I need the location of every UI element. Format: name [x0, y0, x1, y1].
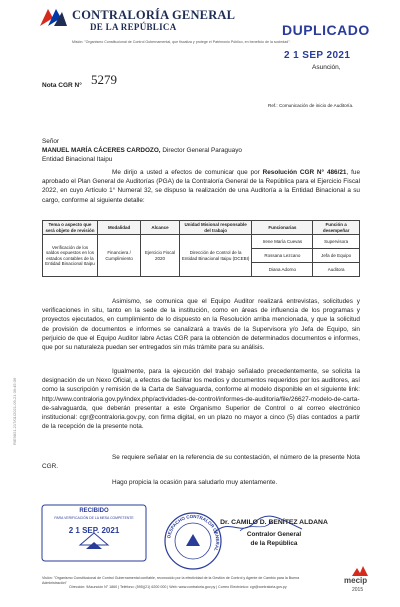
paragraph-4: Se requiere señalar en la referencia de su contestación, el número de la presente Nota CGR.: [42, 454, 360, 471]
table-cell-topic: Verificación de los saldos expuestos en los estados contables de la Entidad Binacional Itaipu: [43, 235, 98, 277]
table-cell-staff: Diana Adorno: [252, 263, 313, 277]
recipient-title: Director General Paraguayo: [160, 147, 242, 154]
received-stamp: [40, 503, 148, 563]
table-cell-role: Supervisora: [313, 235, 360, 249]
received-stamp-subtitle: PARA VERIFICACIÓN DE LA MESA COMPETENTE: [54, 516, 134, 520]
stamp-date: 2 1 SEP 2021: [284, 50, 351, 61]
table-cell-role: Auditora: [313, 263, 360, 277]
footer-contact: Dirección: 9Asunción N° 1860 | Teléfono: (595)(21) 6200 000 | Web: www.contraloria.gov.py | Correo Electrónico: cgr@contraloria.gov.py: [69, 585, 287, 590]
p1-text-c: , fue aprobado el Plan General de Auditorías (PGA) de la Contraloría General de la República para el Ejercicio Fiscal 2022, en cuyo Artículo 1° Numeral 32, se dispuso la realización de una Auditoría a la Entidad Binacional a su cargo, conforme al siguiente detalle:: [42, 169, 360, 204]
resolution-ref: Resolución CGR N° 486/21: [262, 169, 347, 176]
side-registry-text: R/E9821.217/01/2021-09-21 09:45:36: [12, 377, 17, 445]
org-name-line2: DE LA REPÚBLICA: [90, 22, 177, 32]
table-cell-staff: Rossana Lezcano: [252, 249, 313, 263]
table-cell-scope: Ejercicio Fiscal 2020: [141, 235, 180, 277]
footer-vision: Visión: "Organismo Constitucional de Control Gubernamental confiable, reconocido por la efectividad de la Gestión de Control y Agente de Cambio para la Buena Administración": [42, 576, 300, 585]
table-cell-role: Jefa de Equipo: [313, 249, 360, 263]
table-header-row: [43, 221, 360, 235]
cgr-logo-icon: [38, 6, 68, 32]
note-number: 5279: [91, 72, 117, 87]
paragraph-1: [42, 168, 360, 205]
table-header: Tema o aspecto que será objeto de revisión: [43, 221, 98, 235]
salutation: Señor: [42, 138, 60, 145]
p1-text-a: Me dirijo a usted a efectos de comunicar que por: [112, 169, 263, 176]
table-cell-modality: Financiera / Cumplimiento: [97, 235, 140, 277]
mecip-logo-icon: [352, 566, 368, 576]
signer-title-2: de la República: [250, 540, 298, 547]
reference-line: Ref.: Comunicación de inicio de Auditoría.: [268, 103, 354, 108]
table-header: Unidad Misional responsable del trabajo: [179, 221, 252, 235]
received-stamp-title: RECIBIDO: [79, 508, 109, 514]
table-header: Alcance: [141, 221, 180, 235]
note-label: Nota CGR N°: [42, 82, 82, 89]
recipient-line: [42, 146, 242, 155]
table-header: Funcionarias: [252, 221, 313, 235]
mecip-year: 2015: [352, 587, 364, 593]
signer-title-1: Contralor General: [246, 531, 302, 538]
round-stamp-text: DESPACHO CONTRALOR GENERAL: [166, 513, 221, 552]
mission-statement: Misión: "Organismo Constitucional de Control Gubernamental, que fiscaliza y protege el Patrimonio Público, en beneficio de la sociedad".: [72, 40, 291, 44]
table-cell-staff: Irene María Cuevas: [252, 235, 313, 249]
audit-detail-table: [42, 220, 360, 277]
paragraph-3: Igualmente, para la ejecución del trabajo señalado precedentemente, se solicita la designación de un Nexo Oficial, a efectos de facilitar los medios y documentos requeridos por los auditores, así como la suscripción y remisión de la Carta de Salvaguarda, conforme al modelo disponible en el siguiente link: http://www.contraloria.gov.py/index.php/actividades-de-control/informes-de-auditoria/file/26627-modelo-de-carta-de-salvaguarda, que deberán presentar a este Organismo Superior de Control o al correo electrónico institucional: cgr@contraloria.gov.py, con firma digital, en un plazo no mayor a cinco (5) días contados a partir de la recepción de la presente nota.: [42, 368, 360, 431]
paragraph-5: Hago propicia la ocasión para saludarlo muy atentamente.: [112, 479, 278, 486]
mecip-label: mecip: [344, 576, 368, 585]
table-header: Modalidad: [97, 221, 140, 235]
signer-name: Dr. CAMILO D. BENÍTEZ ALDANA: [220, 519, 328, 526]
table-cell-unit: Dirección de Control de la Entidad Binacional Itaipu (DCEBI): [179, 235, 252, 277]
recipient-entity: Entidad Binacional Itaipu: [42, 156, 113, 163]
table-header: Función a desempeñar: [313, 221, 360, 235]
city-label: Asunción,: [312, 64, 341, 71]
footer: [42, 576, 314, 590]
received-stamp-date: 2 1 SEP. 2021: [68, 526, 120, 535]
paragraph-2: Asimismo, se comunica que el Equipo Auditor realizará entrevistas, solicitudes y verificaciones in situ, tanto en la sede de la institución, como en áreas de influencia de los programas y proyectos ejecutados, en cumplimiento de lo dispuesto en la Resolución arriba mencionada, y que la solicitud de provisión de documentos e informes se canalizará a través de la Supervisora y/o Jefa de Equipo, sin perjuicio de que el Equipo Auditor labre Actas CGR para la obtención de determinados documentos e informes, que por su naturaleza puedan ser entregados sin más trámite para su análisis.: [42, 298, 360, 352]
table-row: [43, 235, 360, 249]
recipient-name: MANUEL MARÍA CÁCERES CARDOZO,: [42, 147, 161, 154]
org-name-line1: CONTRALORÍA GENERAL: [72, 8, 236, 22]
duplicate-stamp: DUPLICADO: [282, 22, 370, 38]
